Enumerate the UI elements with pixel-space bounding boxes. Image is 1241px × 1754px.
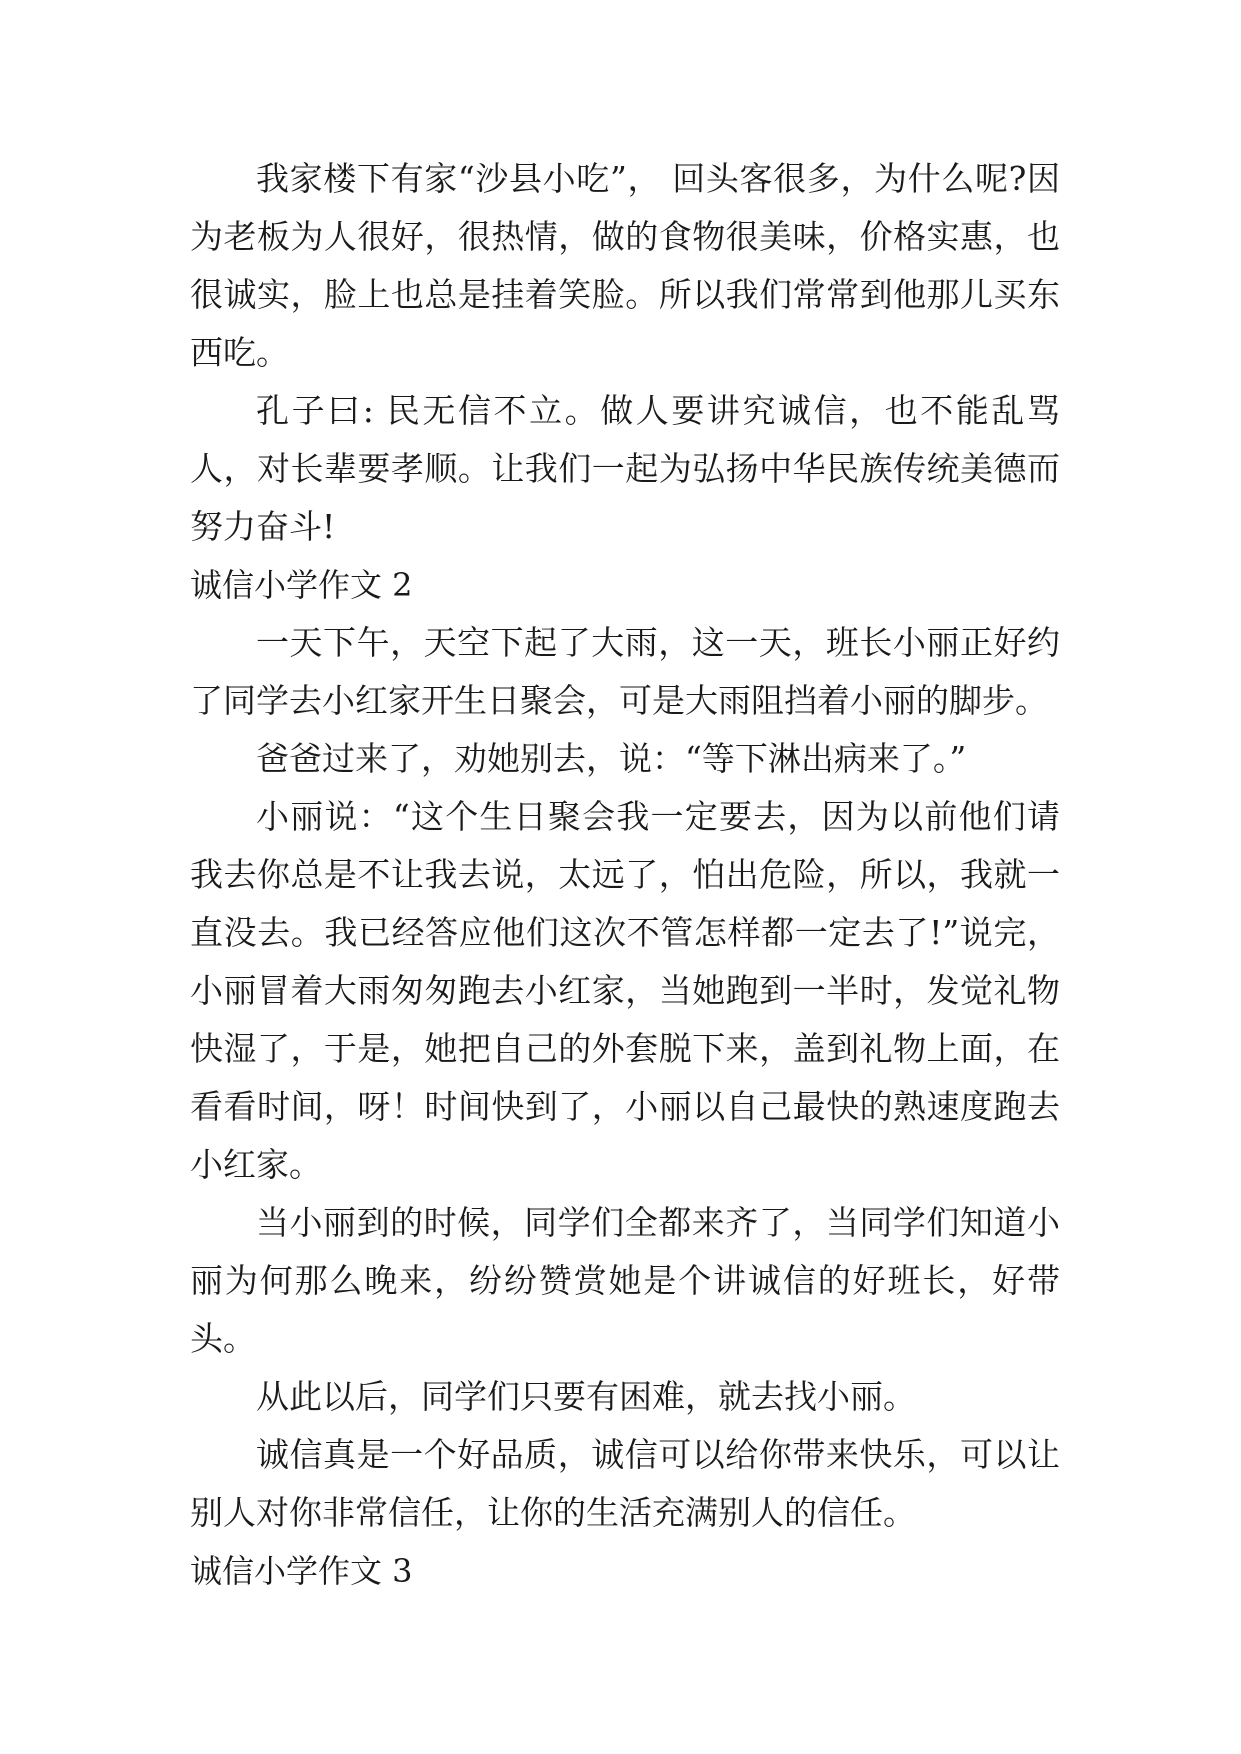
paragraph-xiaoli-reply: 小丽说：“这个生日聚会我一定要去，因为以前他们请我去你总是不让我去说，太远了，怕出危险，所以，我就一直没去。我已经答应他们这次不管怎样都一定去了!”说完，小丽冒着大雨匆匆跑去小红家，当她跑到一半时，发觉礼物快湿了，于是，她把自己的外套脱下来，盖到礼物上面，在看看时间，呀！时间快到了，小丽以自己最快的熟速度跑去小红家。 xyxy=(190,797,1060,1184)
paragraph-confucius-quote: 孔子曰: 民无信不立。做人要讲究诚信，也不能乱骂人，对长辈要孝顺。让我们一起为弘扬中华民族传统美德而努力奋斗! xyxy=(190,391,1060,546)
paragraph-father-advice: 爸爸过来了，劝她别去，说：“等下淋出病来了。” xyxy=(256,739,967,778)
essay-heading-3: 诚信小学作文 3 xyxy=(190,1552,413,1590)
paragraph-classmates-praise: 当小丽到的时候，同学们全都来齐了，当同学们知道小丽为何那么晚来，纷纷赞赏她是个讲诚信的好班长，好带头。 xyxy=(190,1203,1060,1358)
essay-heading-2: 诚信小学作文 2 xyxy=(190,566,413,604)
document-body xyxy=(190,150,1060,1600)
paragraph-honesty-conclusion: 诚信真是一个好品质，诚信可以给你带来快乐，可以让别人对你非常信任，让你的生活充满别人的信任。 xyxy=(190,1435,1060,1532)
paragraph-shaxian-snack: 我家楼下有家“沙县小吃”， 回头客很多，为什么呢?因为老板为人很好，很热情，做的食物很美味，价格实惠，也很诚实，脸上也总是挂着笑脸。所以我们常常到他那儿买东西吃。 xyxy=(190,159,1060,372)
paragraph-since-then: 从此以后，同学们只要有困难，就去找小丽。 xyxy=(256,1377,916,1416)
paragraph-rainy-afternoon: 一天下午，天空下起了大雨，这一天，班长小丽正好约了同学去小红家开生日聚会，可是大雨阻挡着小丽的脚步。 xyxy=(190,623,1060,720)
